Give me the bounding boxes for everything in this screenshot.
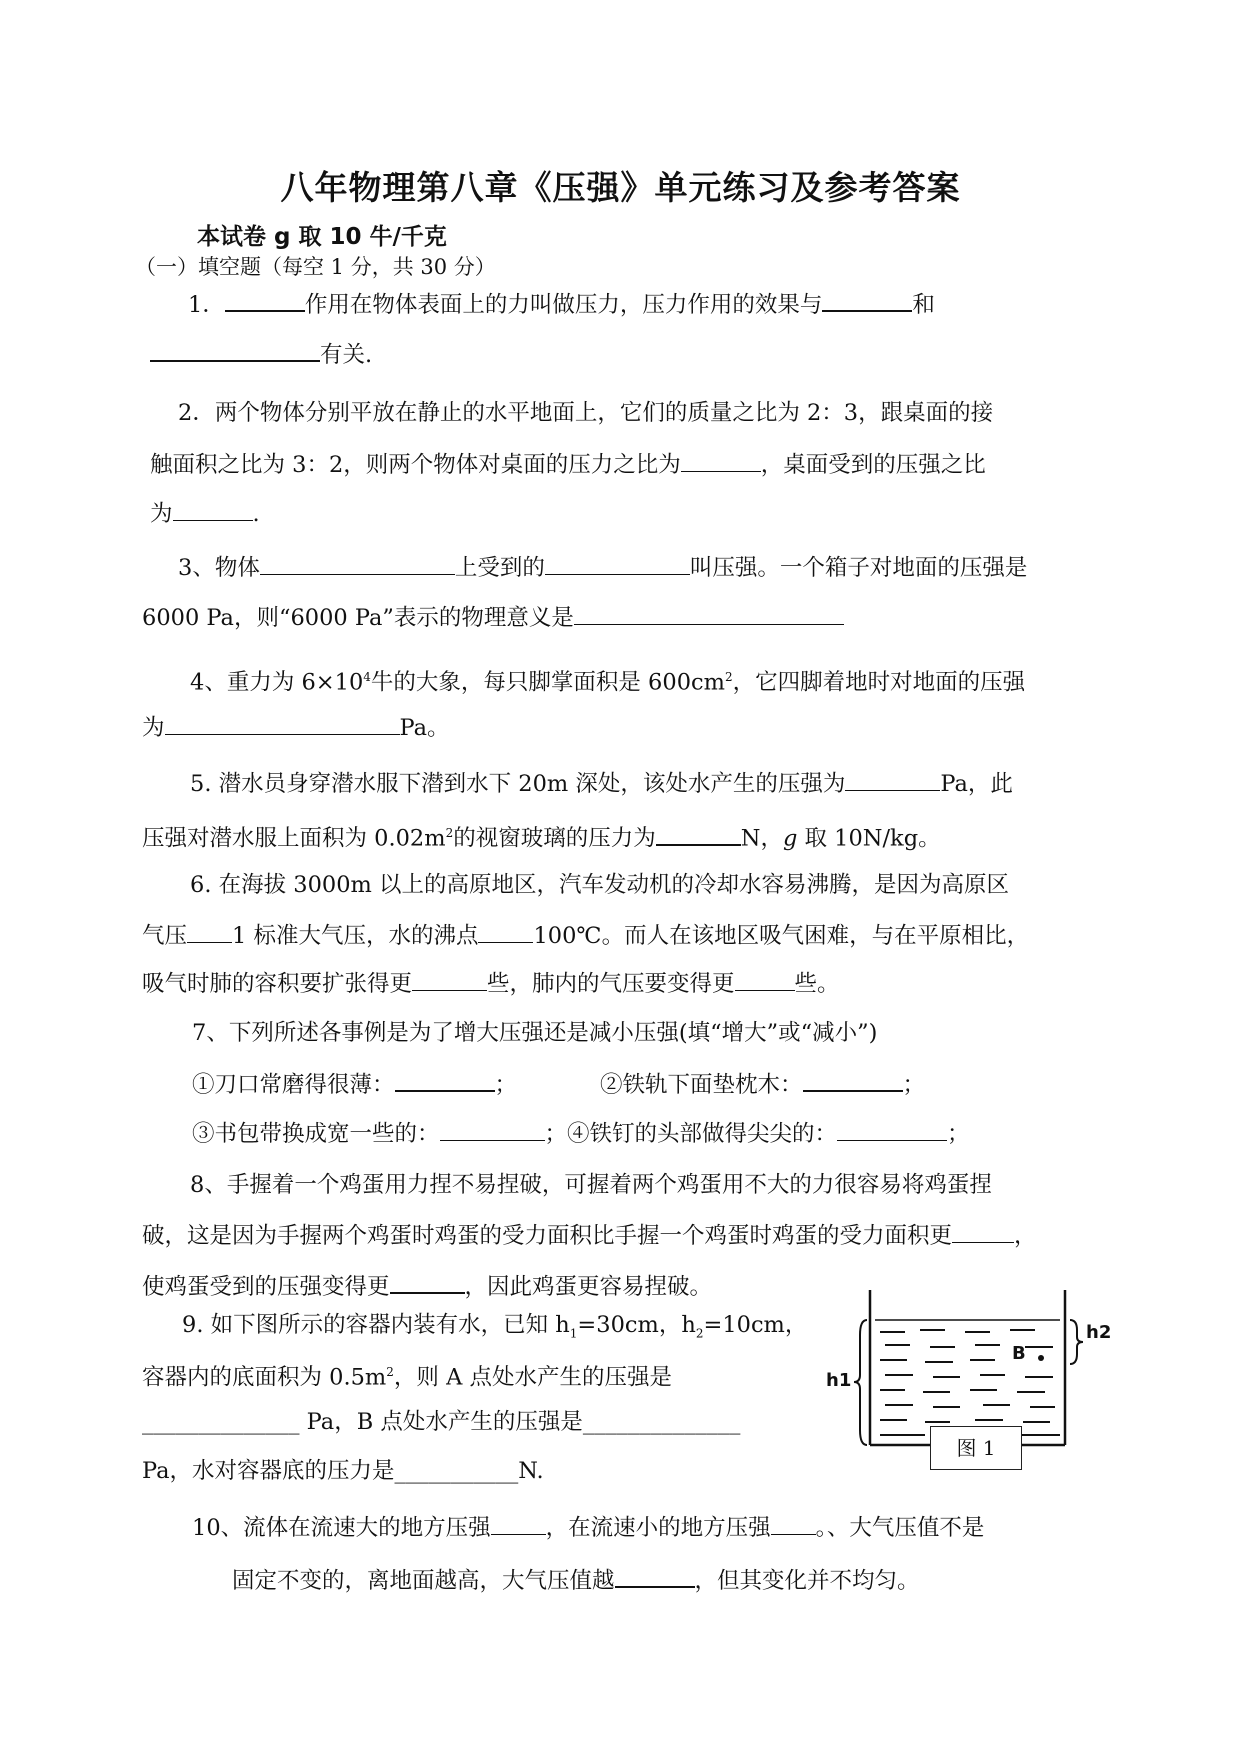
question-2-line-2: 触面积之比为 3：2，则两个物体对桌面的压力之比为 ，桌面受到的压强之比 xyxy=(150,449,986,480)
answer-blank xyxy=(681,449,761,472)
question-5-line-1: 5. 潜水员身穿潜水服下潜到水下 20m 深处，该处水产生的压强为 Pa，此 xyxy=(190,768,1013,799)
answer-blank xyxy=(478,920,533,943)
answer-blank xyxy=(440,1118,545,1141)
question-9-line-1: 9. 如下图所示的容器内装有水，已知 $h_1=30cm$，$h_2=10cm$， xyxy=(182,1312,808,1341)
question-7-line-1: 7、下列所述各事例是为了增大压强还是减小压强(填“增大”或“减小”) xyxy=(192,1020,878,1046)
question-8-line-3: 使鸡蛋受到的压强变得更 ，因此鸡蛋更容易捏破。 xyxy=(142,1270,712,1302)
answer-blank xyxy=(491,1512,546,1535)
question-1-line-2: 有关. xyxy=(150,338,372,370)
question-4-line-1: 4、重力为 $6\times 10^4$牛的大象，每只脚掌面积是 $600cm^2$，它四脚着地时对地面的压强 xyxy=(190,669,1026,696)
question-3-line-2: 6000 Pa，则“6000 Pa”表示的物理意义是 xyxy=(142,602,844,633)
answer-blank xyxy=(390,1270,465,1294)
answer-blank xyxy=(771,1512,816,1535)
answer-blank xyxy=(952,1220,1014,1243)
answer-blank xyxy=(803,1068,903,1092)
answer-blank xyxy=(615,1564,695,1588)
question-5-line-2: 压强对潜水服上面积为 $0.02m^2$的视窗玻璃的压力为 N，g 取 10N/kg。 xyxy=(142,818,941,854)
answer-blank xyxy=(837,1118,947,1141)
gravity-note: 本试卷 g 取 10 牛/千克 xyxy=(197,224,447,250)
question-2-line-1: 2．两个物体分别平放在静止的水平地面上，它们的质量之比为 2：3，跟桌面的接 xyxy=(178,400,994,426)
question-2-line-3: 为 . xyxy=(150,498,260,529)
answer-blank xyxy=(187,920,232,943)
question-1-line-1: 1． 作用在物体表面上的力叫做压力，压力作用的效果与 和 xyxy=(188,288,935,320)
figure-caption: 图 1 xyxy=(930,1426,1022,1470)
answer-blank xyxy=(150,338,320,362)
section-heading: （一）填空题（每空 1 分，共 30 分） xyxy=(135,255,496,279)
answer-blank xyxy=(545,552,690,575)
question-8-line-2: 破，这是因为手握两个鸡蛋时鸡蛋的受力面积比手握一个鸡蛋时鸡蛋的受力面积更 ， xyxy=(142,1220,1037,1251)
question-6-line-1: 6. 在海拔 3000m 以上的高原地区，汽车发动机的冷却水容易沸腾，是因为高原区 xyxy=(190,872,1010,898)
answer-blank xyxy=(225,288,305,312)
question-7-item-3-4: ③书包带换成宽一些的： ；④铁钉的头部做得尖尖的： ； xyxy=(192,1118,970,1149)
question-6-line-2: 气压 1 标准大气压，水的沸点 100℃。而人在该地区吸气困难，与在平原相比， xyxy=(142,920,1029,951)
question-8-line-1: 8、手握着一个鸡蛋用力捏不易捏破，可握着两个鸡蛋用不大的力很容易将鸡蛋捏 xyxy=(190,1172,992,1198)
question-7-item-1: ①刀口常磨得很薄： ； xyxy=(192,1068,517,1100)
question-9-line-2: 容器内的底面积为 $0.5m^2$，则 A 点处水产生的压强是 xyxy=(142,1364,672,1391)
answer-blank xyxy=(173,498,253,521)
answer-blank xyxy=(412,968,487,991)
answer-blank xyxy=(656,822,741,846)
answer-blank xyxy=(822,288,912,312)
question-10-line-2: 固定不变的，离地面越高，大气压值越 ，但其变化并不均匀。 xyxy=(232,1564,920,1596)
question-9-line-4: Pa，水对容器底的压力是___________N. xyxy=(142,1458,544,1484)
answer-blank xyxy=(574,602,844,625)
question-10-line-1: 10、流体在流速大的地方压强 ，在流速小的地方压强 。、大气压值不是 xyxy=(192,1512,984,1543)
question-9-line-3: ______________ Pa，B 点处水产生的压强是______________ xyxy=(142,1409,741,1435)
question-4-line-2: 为 Pa。 xyxy=(142,712,450,743)
point-b-label: B xyxy=(1012,1343,1026,1364)
page-title: 八年物理第八章《压强》单元练习及参考答案 xyxy=(280,168,961,207)
answer-blank xyxy=(165,712,400,735)
h1-label: h1 xyxy=(826,1370,852,1391)
h2-label: h2 xyxy=(1086,1322,1112,1343)
question-3-line-1: 3、物体 上受到的 叫压强。一个箱子对地面的压强是 xyxy=(178,552,1027,583)
answer-blank xyxy=(260,552,455,575)
answer-blank xyxy=(845,768,940,791)
answer-blank xyxy=(735,968,795,991)
question-6-line-3: 吸气时肺的容积要扩张得更 些，肺内的气压要变得更 些。 xyxy=(142,968,840,999)
answer-blank xyxy=(395,1068,495,1092)
question-7-item-2: ②铁轨下面垫枕木： ； xyxy=(600,1068,925,1100)
